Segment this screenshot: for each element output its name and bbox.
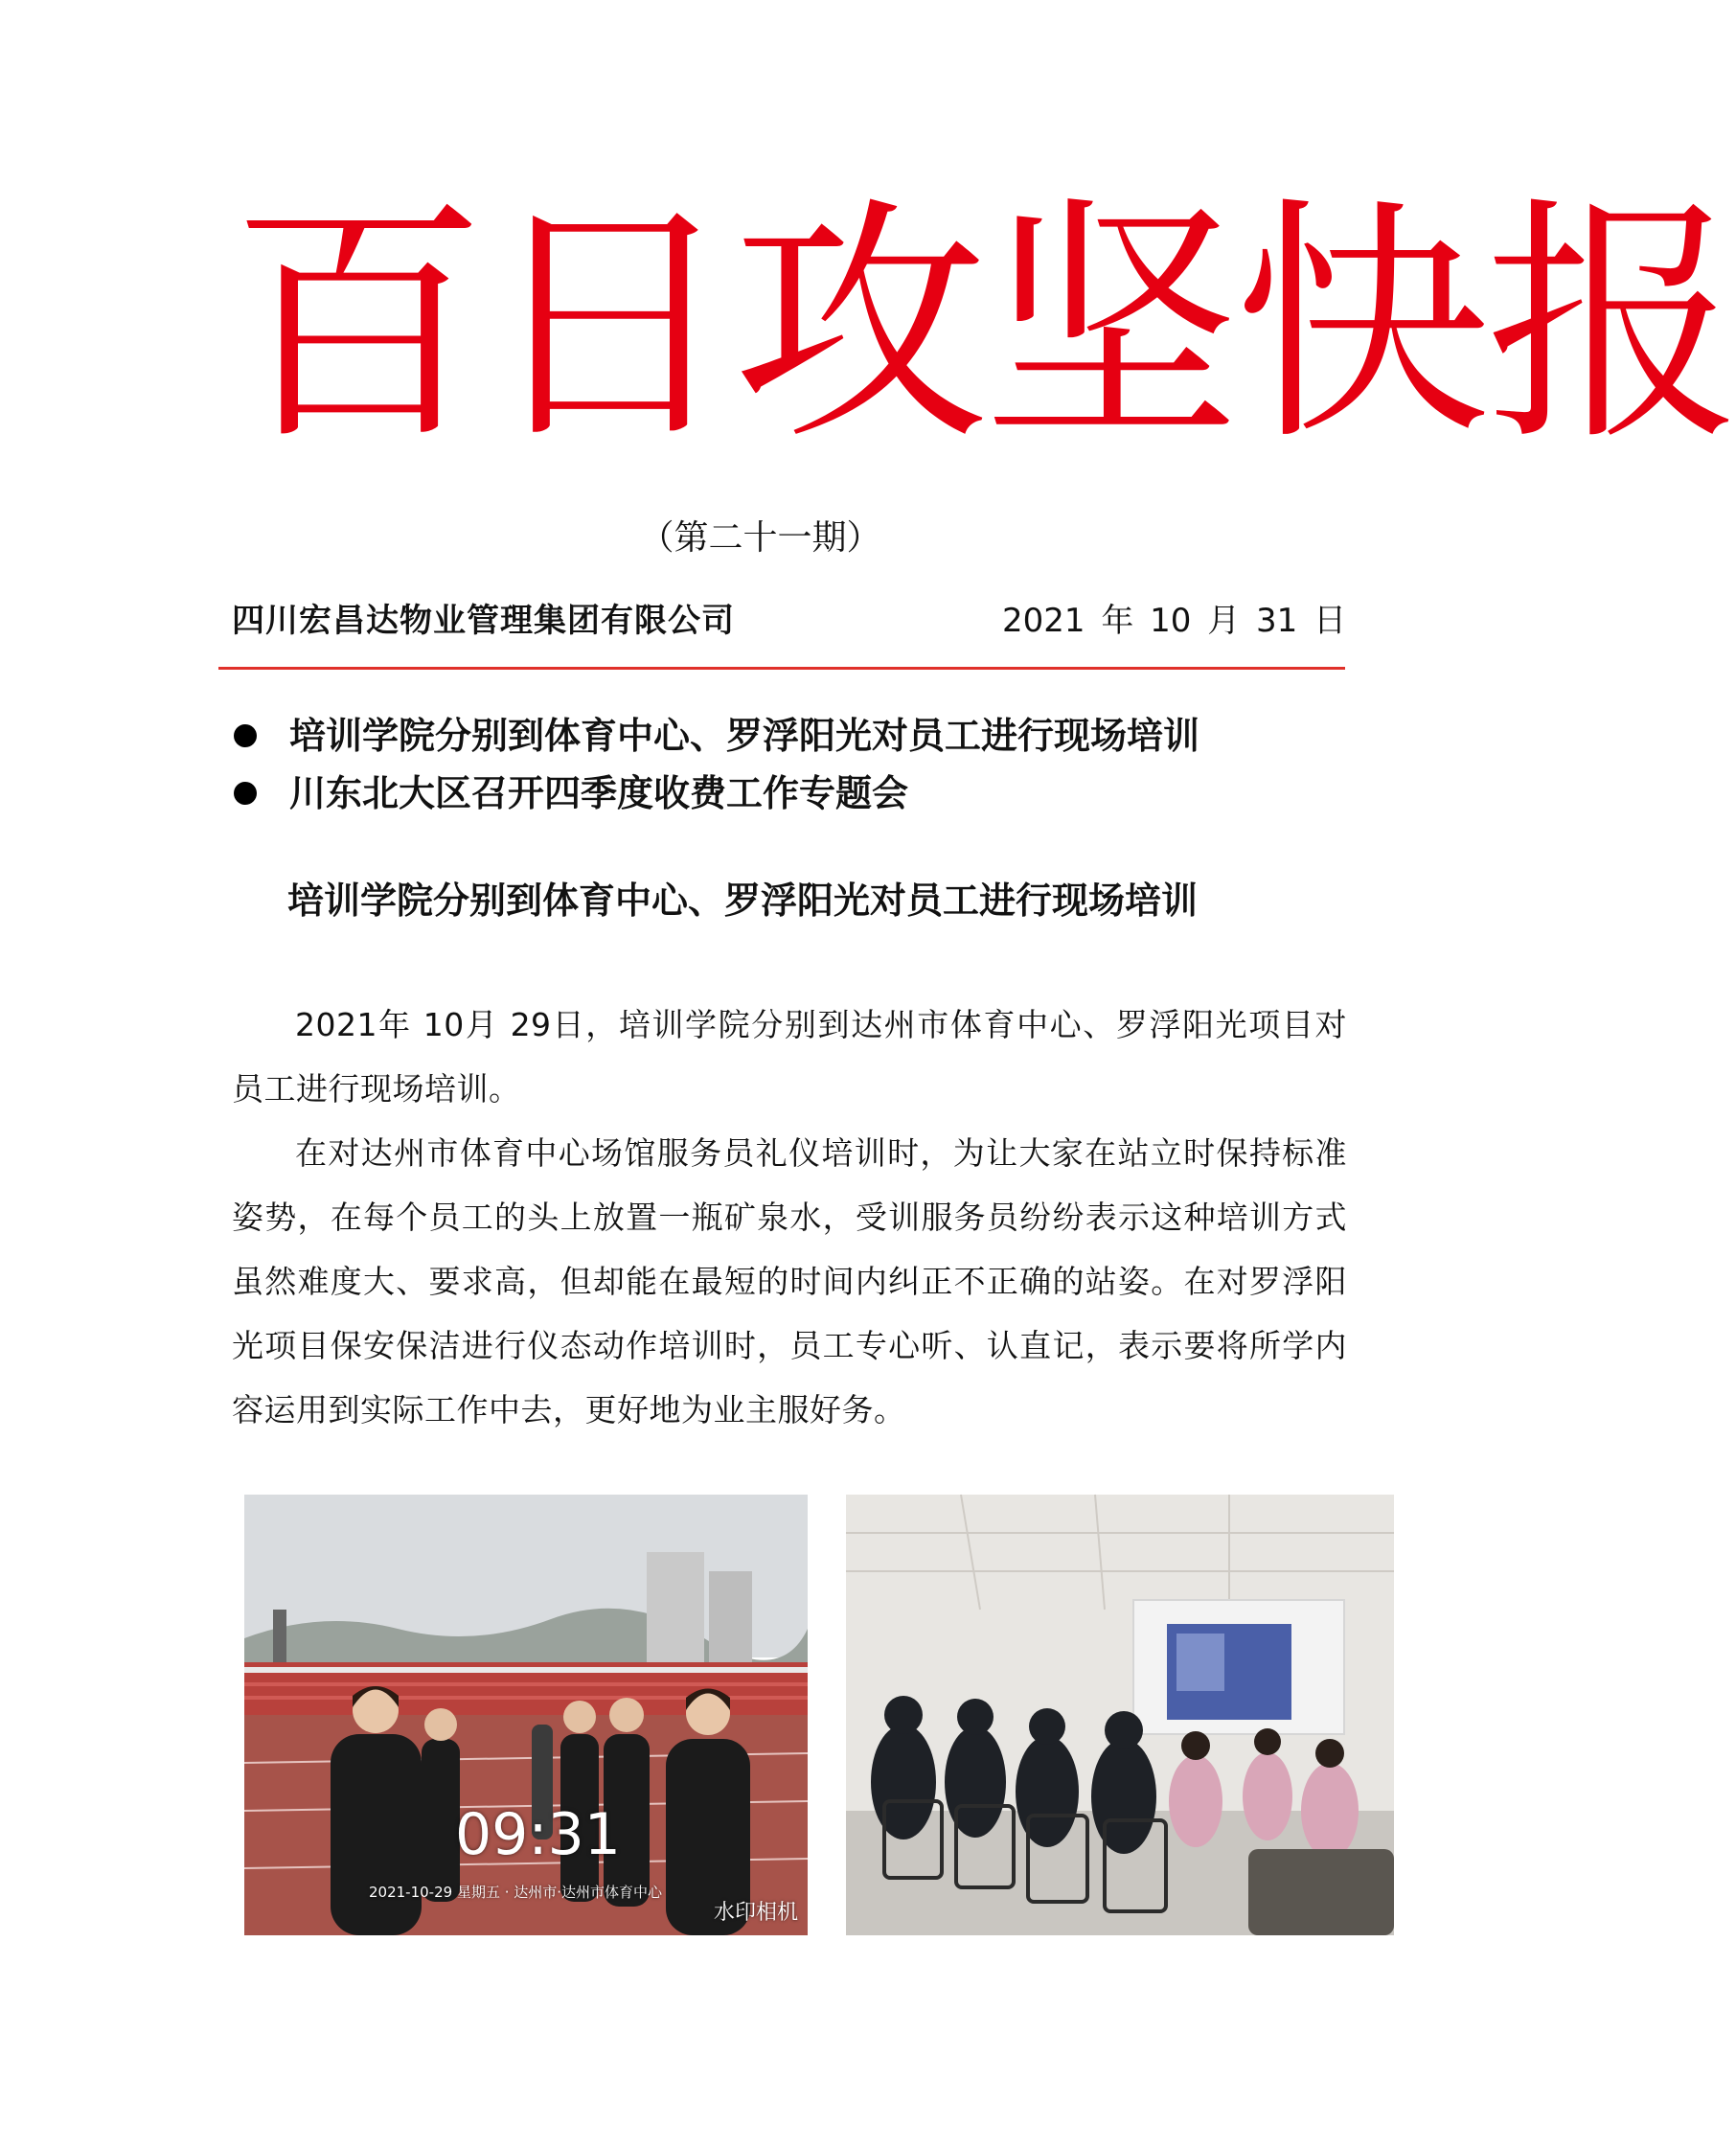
toc-item-label: 川东北大区召开四季度收费工作专题会 [289,772,909,814]
photo-classroom-training [846,1495,1394,1935]
issue-number: （第二十一期） [639,518,881,558]
photo-location-stamp: 2021-10-29 星期五 · 达州市·达州市体育中心 [369,1884,663,1901]
publish-date: 2021 年 10 月 31 日 [1002,602,1347,640]
toc-item [234,707,1199,765]
bullet-icon [234,724,257,747]
article-paragraph: 在对达州市体育中心场馆服务员礼仪培训时，为让大家在站立时保持标准姿势，在每个员工的头上放置一瓶矿泉水，受训服务员纷纷表示这种培训方式虽然难度大、要求高，但却能在最短的时间内纠正不正确的站姿。在对罗浮阳光项目保安保洁进行仪态动作培训时，员工专心听、认直记，表示要将所学内容运用到实际工作中去，更好地为业主服好务。 [232,1134,1347,1428]
stadium-photo-illustration [244,1495,808,1935]
organization-name: 四川宏昌达物业管理集团有限公司 [232,602,735,640]
table-of-contents [234,707,1199,822]
article-body [232,993,1347,1442]
camera-app-watermark: 水印相机 [713,1901,798,1925]
header-divider [218,667,1345,670]
toc-item-label: 培训学院分别到体育中心、罗浮阳光对员工进行现场培训 [289,715,1200,757]
masthead-title: 百日攻坚快报 [230,176,1736,475]
classroom-photo-illustration [846,1495,1394,1935]
photo-time-stamp: 09:31 [455,1801,621,1868]
toc-item [234,765,1199,822]
bullet-icon [234,782,257,805]
photo-stadium-training [244,1495,808,1935]
article-title: 培训学院分别到体育中心、罗浮阳光对员工进行现场培训 [287,880,1199,922]
article-paragraph: 2021年 10月 29日，培训学院分别到达州市体育中心、罗浮阳光项目对员工进行现场培训。 [232,1006,1347,1108]
